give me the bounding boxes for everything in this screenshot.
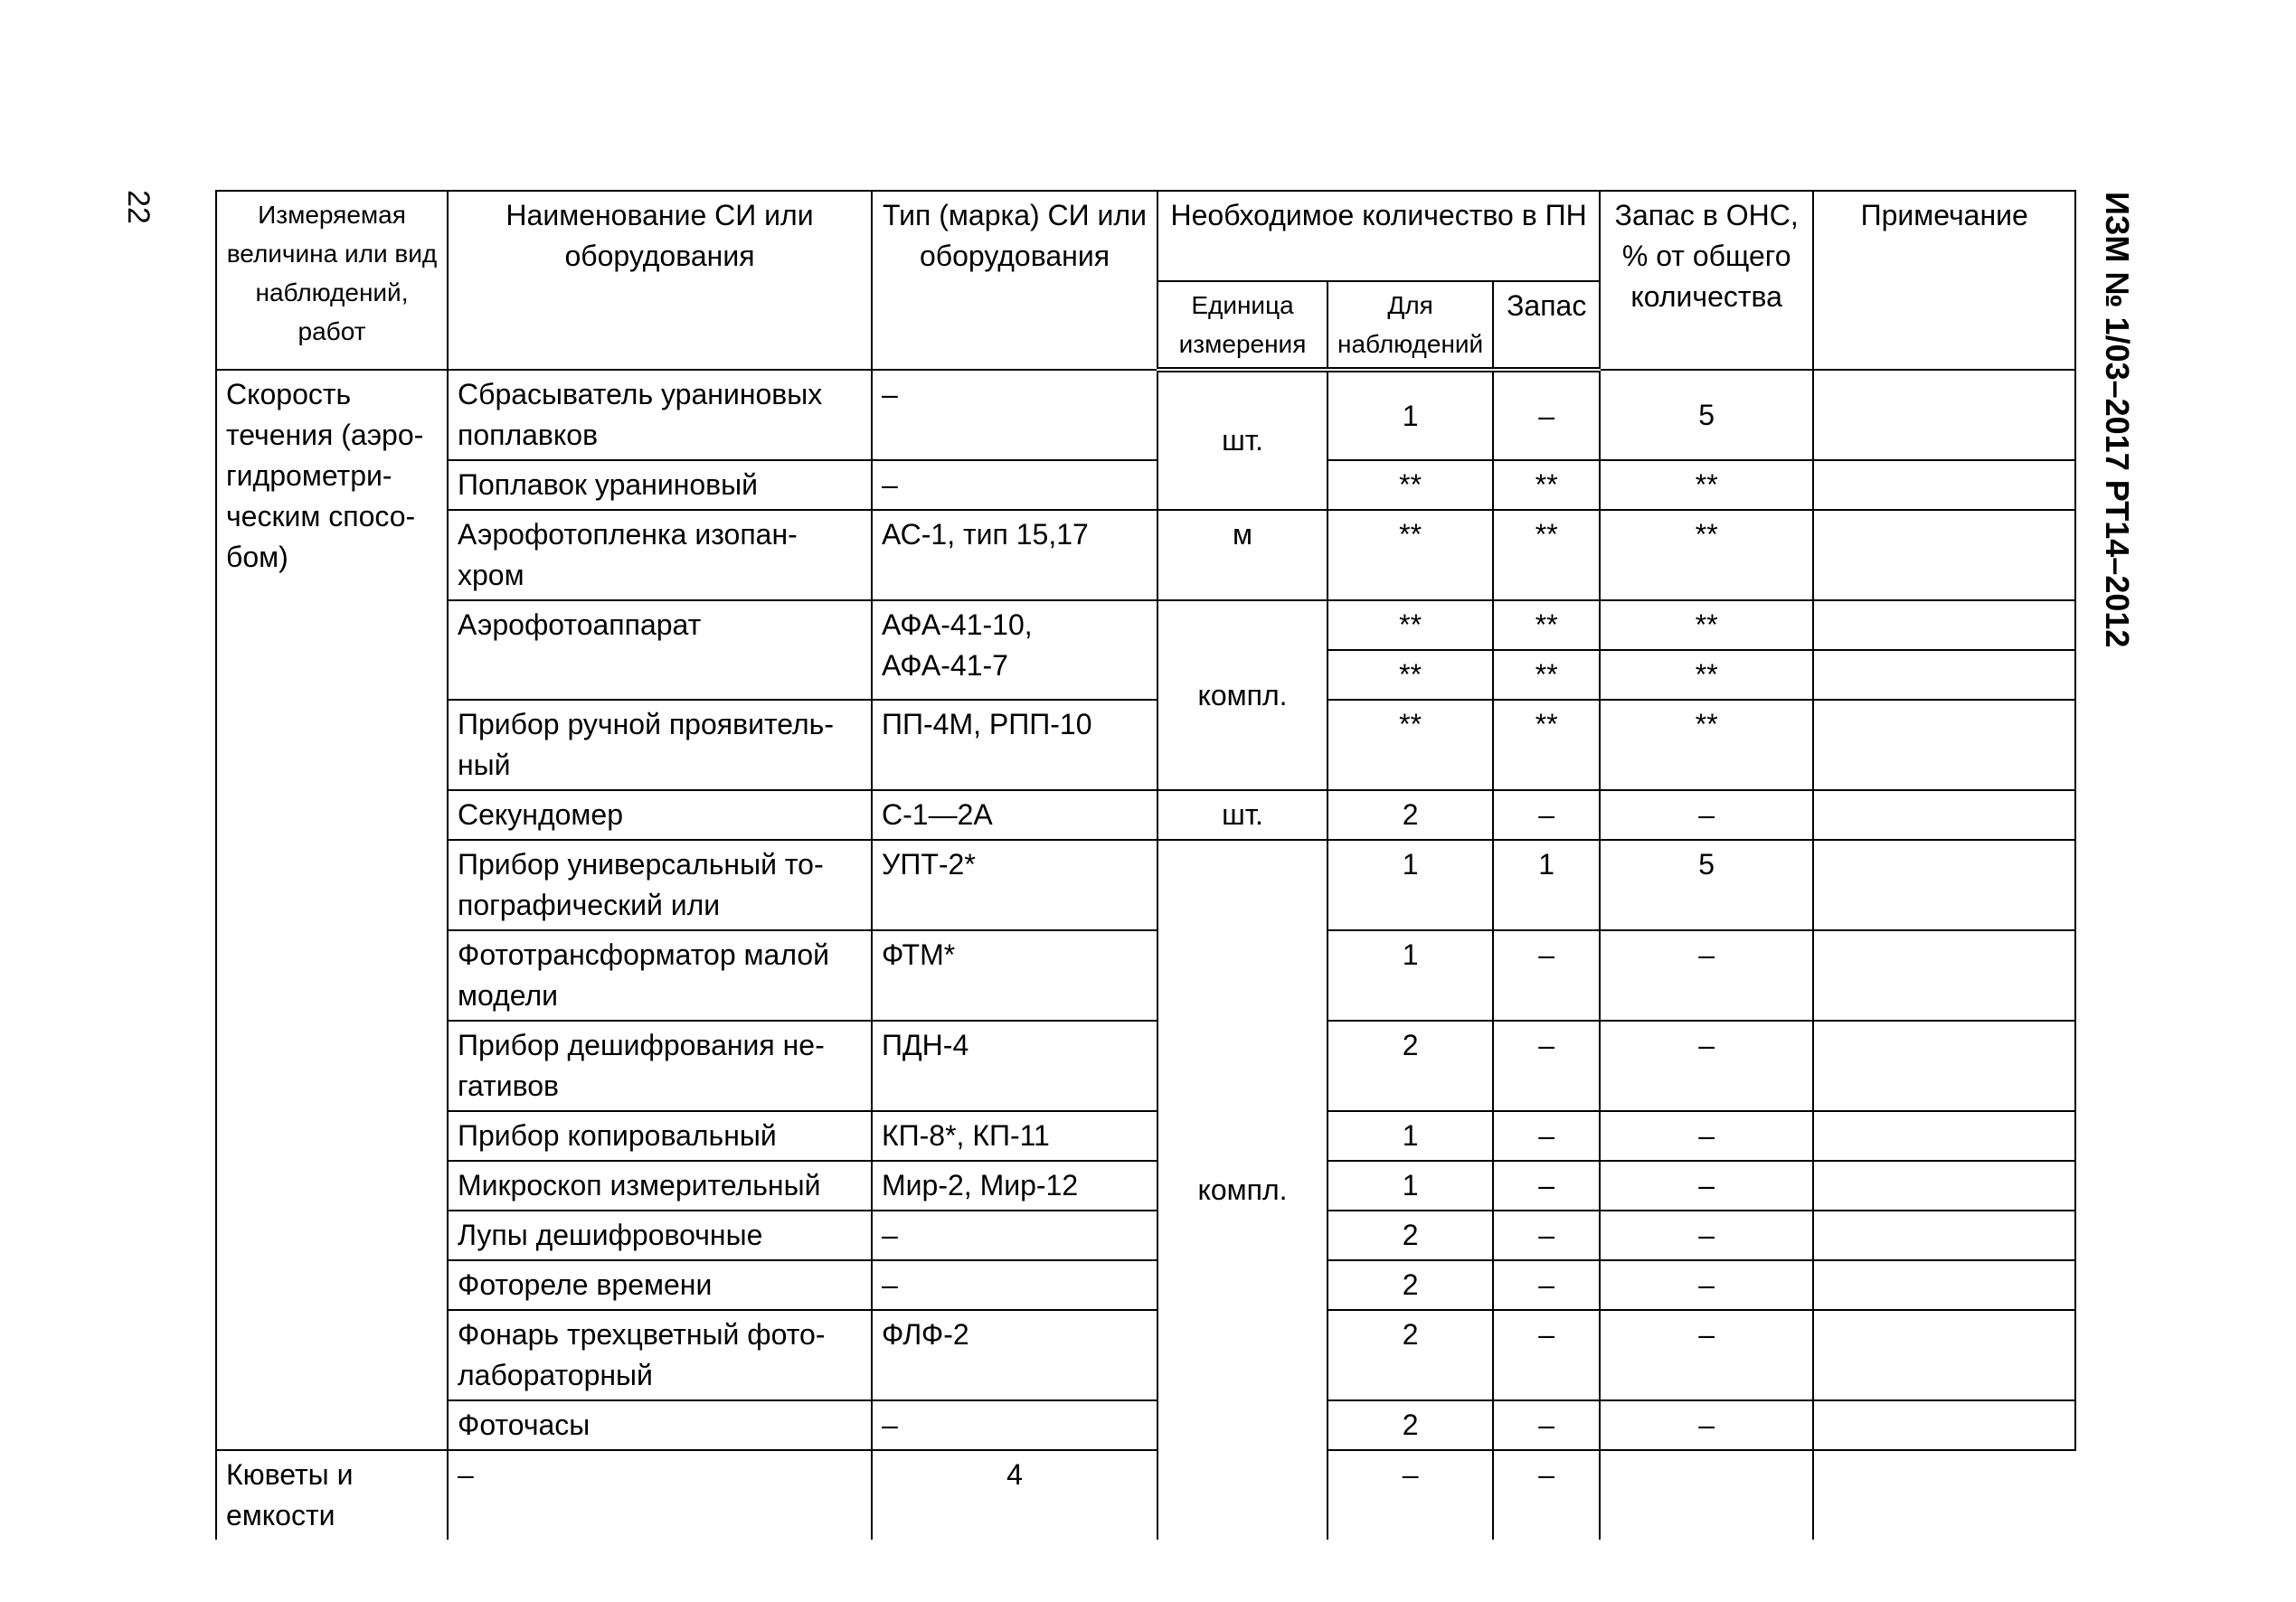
row-15-note [1600, 1450, 1813, 1540]
row-3-note [1813, 600, 2075, 650]
row-10-type: Мир-2, Мир-12 [872, 1161, 1157, 1211]
row-14-obs: 2 [1328, 1400, 1493, 1450]
header-unit: Единица измерения [1157, 281, 1328, 370]
row-9-reserve: – [1493, 1111, 1600, 1161]
row-8-name: Прибор дешифрования не-гативов [448, 1021, 872, 1111]
row-3b-reserve: ** [1493, 650, 1600, 700]
header-for-observations: Для наблюдений [1328, 281, 1493, 370]
row-15-ons: – [1493, 1450, 1600, 1540]
row-3-obs: ** [1328, 600, 1493, 650]
header-measured-quantity: Измеряемая величина или вид наблюдений, работ [216, 191, 448, 370]
row-6-note [1813, 840, 2075, 930]
header-instrument-name: Наименование СИ или оборудования [448, 191, 872, 370]
header-required-quantity: Необходимое количество в ПН [1157, 191, 1600, 281]
row-10-name: Микроскоп измерительный [448, 1161, 872, 1211]
row-9-note [1813, 1111, 2075, 1161]
row-1-ons: ** [1600, 460, 1813, 510]
unit-sets-2: компл. [1157, 840, 1328, 1540]
row-4-name: Прибор ручной проявитель-ный [448, 700, 872, 790]
row-2-type: АС-1, тип 15,17 [872, 510, 1157, 600]
row-6-obs: 1 [1328, 840, 1493, 930]
row-7-name: Фототрансформатор малой модели [448, 930, 872, 1021]
row-5-note [1813, 790, 2075, 840]
row-15-obs: 4 [872, 1450, 1157, 1540]
row-14-note [1813, 1400, 2075, 1450]
row-11-note [1813, 1211, 2075, 1260]
row-14-reserve: – [1493, 1400, 1600, 1450]
row-10-reserve: – [1493, 1161, 1600, 1211]
row-6-type: УПТ-2* [872, 840, 1157, 930]
row-9-ons: – [1600, 1111, 1813, 1161]
row-5-reserve: – [1493, 790, 1600, 840]
row-11-ons: – [1600, 1211, 1813, 1260]
row-4-type: ПП-4М, РПП-10 [872, 700, 1157, 790]
row-2-reserve: ** [1493, 510, 1600, 600]
row-1-type: – [872, 460, 1157, 510]
row-14-type: – [872, 1400, 1157, 1450]
row-12-ons: – [1600, 1260, 1813, 1310]
row-2-ons: ** [1600, 510, 1813, 600]
header-note: Примечание [1813, 191, 2075, 370]
row-3b-ons: ** [1600, 650, 1813, 700]
group-label: Скорость течения (аэро-гидрометри-ческим спосо-бом) [216, 370, 448, 1450]
unit-pieces-2: шт. [1157, 790, 1328, 840]
row-3-name: Аэрофотоаппарат [448, 600, 872, 700]
row-13-note [1813, 1310, 2075, 1400]
page-number: 22 [121, 190, 156, 224]
row-12-note [1813, 1260, 2075, 1310]
row-15-reserve: – [1328, 1450, 1493, 1540]
row-11-reserve: – [1493, 1211, 1600, 1260]
row-0-obs: 1 [1328, 370, 1493, 460]
row-8-ons: – [1600, 1021, 1813, 1111]
equipment-table [215, 190, 2076, 1540]
row-14-ons: – [1600, 1400, 1813, 1450]
header-reserve: Запас [1493, 281, 1600, 370]
header-ons-reserve: Запас в ОНС, % от общего количества [1600, 191, 1813, 370]
row-7-note [1813, 930, 2075, 1021]
row-6-name: Прибор универсальный то-пографический или [448, 840, 872, 930]
row-1-reserve: ** [1493, 460, 1600, 510]
row-5-obs: 2 [1328, 790, 1493, 840]
row-3-type: АФА-41-10, АФА-41-7 [872, 600, 1157, 700]
row-0-ons: 5 [1600, 370, 1813, 460]
row-5-name: Секундомер [448, 790, 872, 840]
row-0-note [1813, 370, 2075, 460]
row-6-ons: 5 [1600, 840, 1813, 930]
row-15-name: Кюветы и емкости [216, 1450, 448, 1540]
row-0-reserve: – [1493, 370, 1600, 460]
row-1-note [1813, 460, 2075, 510]
row-7-reserve: – [1493, 930, 1600, 1021]
row-7-obs: 1 [1328, 930, 1493, 1021]
row-11-type: – [872, 1211, 1157, 1260]
unit-sets: компл. [1157, 600, 1328, 790]
row-11-obs: 2 [1328, 1211, 1493, 1260]
row-2-obs: ** [1328, 510, 1493, 600]
row-12-type: – [872, 1260, 1157, 1310]
row-10-obs: 1 [1328, 1161, 1493, 1211]
row-8-note [1813, 1021, 2075, 1111]
row-3b-note [1813, 650, 2075, 700]
row-1-name: Поплавок ураниновый [448, 460, 872, 510]
row-9-obs: 1 [1328, 1111, 1493, 1161]
row-13-reserve: – [1493, 1310, 1600, 1400]
row-8-obs: 2 [1328, 1021, 1493, 1111]
row-4-note [1813, 700, 2075, 790]
row-2-note [1813, 510, 2075, 600]
row-14-name: Фоточасы [448, 1400, 872, 1450]
row-0-name: Сбрасыватель ураниновых поплавков [448, 370, 872, 460]
row-4-reserve: ** [1493, 700, 1600, 790]
row-8-type: ПДН-4 [872, 1021, 1157, 1111]
row-10-ons: – [1600, 1161, 1813, 1211]
row-7-ons: – [1600, 930, 1813, 1021]
row-3-reserve: ** [1493, 600, 1600, 650]
row-8-reserve: – [1493, 1021, 1600, 1111]
row-3-ons: ** [1600, 600, 1813, 650]
row-4-ons: ** [1600, 700, 1813, 790]
row-12-name: Фотореле времени [448, 1260, 872, 1310]
unit-pieces: шт. [1157, 370, 1328, 510]
row-13-type: ФЛФ-2 [872, 1310, 1157, 1400]
row-15-type: – [448, 1450, 872, 1540]
row-9-name: Прибор копировальный [448, 1111, 872, 1161]
row-13-name: Фонарь трехцветный фото-лабораторный [448, 1310, 872, 1400]
row-13-obs: 2 [1328, 1310, 1493, 1400]
document-revision-label: ИЗМ № 1/03–2017 РТ14–2012 [2099, 192, 2136, 648]
row-0-type: – [872, 370, 1157, 460]
row-7-type: ФТМ* [872, 930, 1157, 1021]
row-10-note [1813, 1161, 2075, 1211]
row-5-ons: – [1600, 790, 1813, 840]
row-3b-obs: ** [1328, 650, 1493, 700]
row-6-reserve: 1 [1493, 840, 1600, 930]
row-12-reserve: – [1493, 1260, 1600, 1310]
row-2-name: Аэрофотопленка изопан-хром [448, 510, 872, 600]
row-4-obs: ** [1328, 700, 1493, 790]
row-1-obs: ** [1328, 460, 1493, 510]
row-13-ons: – [1600, 1310, 1813, 1400]
unit-meters: м [1157, 510, 1328, 600]
row-12-obs: 2 [1328, 1260, 1493, 1310]
row-11-name: Лупы дешифровочные [448, 1211, 872, 1260]
row-9-type: КП-8*, КП-11 [872, 1111, 1157, 1161]
row-5-type: С-1—2А [872, 790, 1157, 840]
header-instrument-type: Тип (марка) СИ или оборудования [872, 191, 1157, 370]
